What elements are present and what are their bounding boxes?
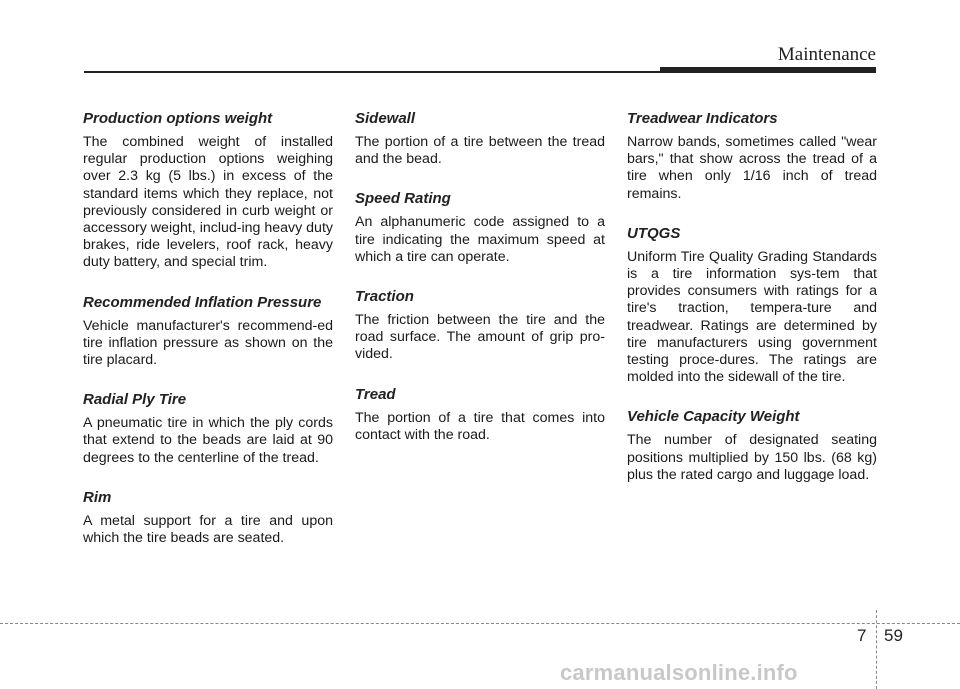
glossary-term: Traction	[355, 288, 414, 306]
page-number: 59	[884, 626, 903, 645]
glossary-entry	[355, 190, 605, 266]
glossary-term: Production options weight	[83, 110, 273, 127]
glossary-entry	[83, 110, 333, 272]
glossary-definition: Narrow bands, sometimes called "wear bars," that show across the tread of a tire when only 1/16 inch of tread remains.	[627, 134, 877, 202]
glossary-definition: The friction between the tire and the road surface. The amount of grip pro-vided.	[355, 312, 605, 363]
column-2	[355, 110, 605, 466]
glossary-term: Speed Rating	[355, 190, 451, 208]
section-title: Maintenance	[777, 44, 876, 65]
glossary-term: Vehicle Capacity Weight	[627, 408, 800, 426]
glossary-term: Treadwear Indicators	[627, 110, 778, 127]
glossary-entry	[627, 225, 877, 387]
glossary-entry	[83, 391, 333, 467]
glossary-term: Sidewall	[355, 110, 416, 127]
glossary-definition: The portion of a tire that comes into contact with the road.	[355, 409, 605, 443]
glossary-definition: The combined weight of installed regular production options weighing over 2.3 kg (5 lbs.) in excess of the standard items which they replace, not previously considered in curb weight or accessory weight, includ-ing heavy duty brakes, ride levelers, roof rack, heavy duty battery, and special trim.	[83, 134, 333, 271]
glossary-entry	[355, 110, 605, 168]
glossary-definition: The number of designated seating positions multiplied by 150 lbs. (68 kg) plus the rated cargo and luggage load.	[627, 432, 877, 483]
glossary-definition: A pneumatic tire in which the ply cords that extend to the beads are laid at 90 degrees to the centerline of the tread.	[83, 415, 333, 466]
glossary-term: Tread	[355, 385, 396, 403]
watermark: carmanualsonline.info	[560, 660, 798, 685]
glossary-entry	[627, 408, 877, 484]
glossary-term: Radial Ply Tire	[83, 391, 187, 409]
glossary-definition: Uniform Tire Quality Grading Standards is a tire information sys-tem that provides consumers with ratings for a tire's traction, tempera-ture and treadwear. Ratings are determined by tire manufacturers using government testing proce-dures. The ratings are molded into the sidewall of the tire.	[627, 248, 877, 386]
header-rule-bold	[660, 67, 876, 73]
header-rule	[84, 71, 660, 73]
glossary-definition: Vehicle manufacturer's recommend-ed tire inflation pressure as shown on the tire placard.	[83, 317, 333, 369]
glossary-entry	[627, 110, 877, 203]
glossary-term: Rim	[83, 488, 112, 506]
glossary-entry	[83, 294, 333, 370]
chapter-number: 7	[857, 626, 867, 645]
footer-divider	[0, 623, 960, 624]
footer-vertical-divider	[876, 610, 877, 689]
column-3	[627, 110, 877, 506]
glossary-entry	[83, 489, 333, 547]
glossary-term: UTQGS	[627, 224, 681, 242]
glossary-entry	[355, 288, 605, 364]
glossary-term: Recommended Inflation Pressure	[83, 293, 322, 311]
glossary-definition: The portion of a tire between the tread and the bead.	[355, 134, 605, 168]
column-1	[83, 110, 333, 569]
glossary-definition: An alphanumeric code assigned to a tire indicating the maximum speed at which a tire can operate.	[355, 214, 605, 265]
glossary-definition: A metal support for a tire and upon which the tire beads are seated.	[83, 512, 333, 547]
glossary-entry	[355, 386, 605, 444]
